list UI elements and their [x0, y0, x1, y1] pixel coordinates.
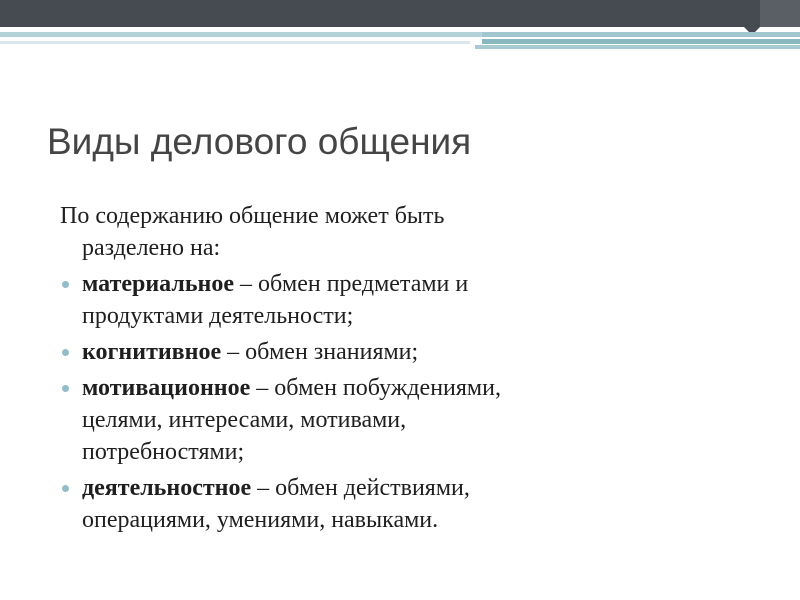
intro-line: По содержанию общение может быть: [60, 203, 445, 229]
item-term: деятельностное: [82, 475, 252, 501]
accent-stripe: [0, 32, 482, 37]
accent-stripe: [0, 41, 470, 44]
item-text: – обмен предметами и: [234, 271, 469, 297]
item-text: – обмен действиями,: [251, 475, 470, 501]
bullet-icon: [62, 485, 69, 492]
bullet-icon: [62, 349, 69, 356]
item-term: материальное: [82, 271, 235, 297]
header-bar-tab: [760, 0, 800, 27]
item-text: операциями, умениями, навыками.: [82, 507, 439, 533]
accent-stripe: [482, 39, 800, 44]
item-text: целями, интересами, мотивами,: [82, 407, 407, 433]
intro-line: разделено на:: [82, 235, 221, 261]
item-term: когнитивное: [82, 339, 222, 365]
item-text: – обмен побуждениями,: [250, 375, 501, 401]
list-item: [60, 268, 760, 332]
slide-title: Виды делового общения: [47, 121, 472, 162]
bullet-icon: [62, 281, 69, 288]
intro-paragraph: [60, 200, 760, 264]
header-bar: [0, 0, 800, 27]
accent-stripe: [482, 32, 800, 37]
item-text: потребностями;: [82, 439, 245, 465]
accent-stripe: [475, 45, 800, 49]
slide-body: [60, 200, 760, 540]
item-text: – обмен знаниями;: [221, 339, 419, 365]
list-item: [60, 472, 760, 536]
list-item: [60, 372, 760, 468]
item-term: мотивационное: [82, 375, 251, 401]
bullet-icon: [62, 385, 69, 392]
list-item: [60, 336, 760, 368]
item-text: продуктами деятельности;: [82, 303, 354, 329]
bullet-list: [60, 268, 760, 536]
